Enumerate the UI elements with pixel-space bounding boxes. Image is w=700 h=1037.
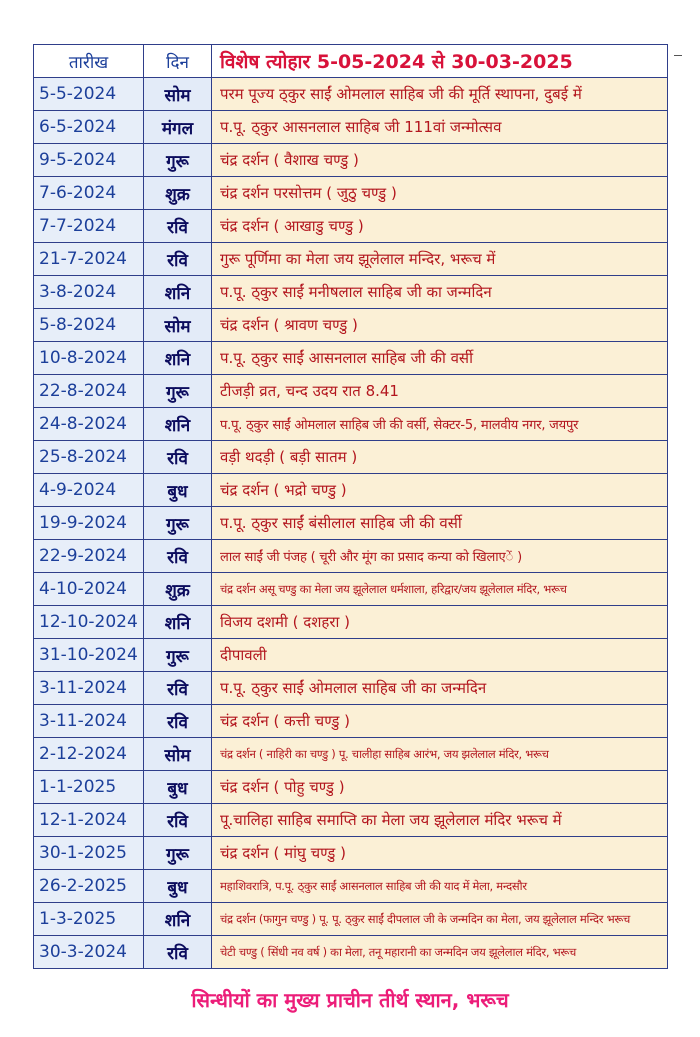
table-header [34, 45, 668, 78]
footer-caption: सिन्धीयों का मुख्य प्राचीन तीर्थ स्थान, भरूच [191, 988, 509, 1012]
row-day: सोम [144, 738, 212, 771]
row-date: 10-8-2024 [34, 342, 144, 375]
row-day: गुरू [144, 144, 212, 177]
row-date: 19-9-2024 [34, 507, 144, 540]
row-event: टीजड़ी व्रत, चन्द उदय रात 8.41 [212, 375, 668, 408]
table-row [34, 177, 668, 210]
row-day: रवि [144, 804, 212, 837]
row-date: 21-7-2024 [34, 243, 144, 276]
row-event: प.पू. ठ्कुर आसनलाल साहिब जी 111वां जन्मोत्सव [212, 111, 668, 144]
row-event: चंद्र दर्शन परसोत्तम ( जुठु चण्डु ) [212, 177, 668, 210]
row-event: चंद्र दर्शन ( मांघु चण्डु ) [212, 837, 668, 870]
row-date: 3-8-2024 [34, 276, 144, 309]
row-day: रवि [144, 210, 212, 243]
row-event: चंद्र दर्शन असू चण्डु का मेला जय झूलेलाल धर्मशाला, हरिद्वार/जय झूलेलाल मंदिर, भरूच [212, 573, 668, 606]
table-row [34, 144, 668, 177]
table-row [34, 375, 668, 408]
row-date: 2-12-2024 [34, 738, 144, 771]
row-date: 3-11-2024 [34, 672, 144, 705]
table-row [34, 276, 668, 309]
table-title: विशेष त्योहार 5-05-2024 से 30-03-2025 [212, 45, 668, 78]
row-day: बुध [144, 474, 212, 507]
row-date: 9-5-2024 [34, 144, 144, 177]
row-date: 5-8-2024 [34, 309, 144, 342]
row-event: प.पू. ठ्कुर साईं मनीषलाल साहिब जी का जन्मदिन [212, 276, 668, 309]
table-row [34, 309, 668, 342]
festival-table [33, 44, 668, 969]
row-date: 12-10-2024 [34, 606, 144, 639]
row-day: गुरू [144, 507, 212, 540]
row-day: गुरू [144, 375, 212, 408]
row-event: चंद्र दर्शन ( पोहु चण्डु ) [212, 771, 668, 804]
row-event: पू.चालिहा साहिब समाप्ति का मेला जय झूलेलाल मंदिर भरूच में [212, 804, 668, 837]
row-day: शनि [144, 606, 212, 639]
row-day: सोम [144, 309, 212, 342]
row-event: चंद्र दर्शन ( नाहिरी का चण्डु ) पू. चालीहा साहिब आरंभ, जय झलेलाल मंदिर, भरूच [212, 738, 668, 771]
table-row [34, 78, 668, 111]
date-column-header: तारीख [34, 45, 144, 78]
row-date: 4-10-2024 [34, 573, 144, 606]
row-date: 1-1-2025 [34, 771, 144, 804]
row-date: 1-3-2025 [34, 903, 144, 936]
row-day: शनि [144, 903, 212, 936]
row-date: 12-1-2024 [34, 804, 144, 837]
table-row [34, 210, 668, 243]
table-row [34, 771, 668, 804]
row-event: प.पू. ठ्कुर साईं आसनलाल साहिब जी की वर्सी [212, 342, 668, 375]
table-row [34, 903, 668, 936]
row-event: चंद्र दर्शन ( भद्रो चण्डु ) [212, 474, 668, 507]
row-date: 3-11-2024 [34, 705, 144, 738]
table-row [34, 672, 668, 705]
table-row [34, 606, 668, 639]
row-event: प.पू. ठ्कुर साईं बंसीलाल साहिब जी की वर्सी [212, 507, 668, 540]
row-date: 7-6-2024 [34, 177, 144, 210]
row-event: परम पूज्य ठ्कुर साईं ओमलाल साहिब जी की मूर्ति स्थापना, दुबई में [212, 78, 668, 111]
row-day: सोम [144, 78, 212, 111]
edge-mark [674, 55, 682, 56]
row-date: 31-10-2024 [34, 639, 144, 672]
table-row [34, 243, 668, 276]
row-day: शनि [144, 342, 212, 375]
row-day: शनि [144, 276, 212, 309]
row-event: विजय दशमी ( दशहरा ) [212, 606, 668, 639]
row-day: शनि [144, 408, 212, 441]
row-event: दीपावली [212, 639, 668, 672]
row-day: बुध [144, 870, 212, 903]
row-event: चंद्र दर्शन ( श्रावण चण्डु ) [212, 309, 668, 342]
row-event: चंद्र दर्शन ( वैशाख चण्डु ) [212, 144, 668, 177]
row-date: 4-9-2024 [34, 474, 144, 507]
table-row [34, 408, 668, 441]
table-row [34, 540, 668, 573]
table-row [34, 342, 668, 375]
row-date: 26-2-2025 [34, 870, 144, 903]
row-date: 30-1-2025 [34, 837, 144, 870]
row-day: शुक्र [144, 177, 212, 210]
table-row [34, 639, 668, 672]
row-event: प.पू. ठ्कुर साईं ओमलाल साहिब जी की वर्सी, सेक्टर-5, मालवीय नगर, जयपुर [212, 408, 668, 441]
row-date: 6-5-2024 [34, 111, 144, 144]
row-event: चंद्र दर्शन ( आखाडु चण्डु ) [212, 210, 668, 243]
table-row [34, 936, 668, 969]
row-date: 22-8-2024 [34, 375, 144, 408]
row-day: गुरू [144, 837, 212, 870]
table-row [34, 111, 668, 144]
row-event: चंद्र दर्शन ( कत्ती चण्डु ) [212, 705, 668, 738]
row-day: शुक्र [144, 573, 212, 606]
row-event: चंद्र दर्शन (फागुन चण्डु ) पू. पू. ठ्कुर साईं दीपलाल जी के जन्मदिन का मेला, जय झूलेलाल मन्दिर भरूच [212, 903, 668, 936]
day-column-header: दिन [144, 45, 212, 78]
row-event: चेटी चण्डु ( सिंधी नव वर्ष ) का मेला, तनू महारानी का जन्मदिन जय झूलेलाल मंदिर, भरूच [212, 936, 668, 969]
table-row [34, 573, 668, 606]
row-day: बुध [144, 771, 212, 804]
table-row [34, 705, 668, 738]
row-date: 22-9-2024 [34, 540, 144, 573]
row-event: वड़ी थदड़ी ( बड़ी सातम ) [212, 441, 668, 474]
row-event: लाल साईं जी पंजह ( चूरी और मूंग का प्रसाद कन्या को खिलाएें ) [212, 540, 668, 573]
row-day: रवि [144, 672, 212, 705]
table-row [34, 738, 668, 771]
row-date: 5-5-2024 [34, 78, 144, 111]
table-row [34, 804, 668, 837]
row-event: महाशिवरात्रि, प.पू. ठ्कुर साईं आसनलाल साहिब जी की याद में मेला, मन्दसौर [212, 870, 668, 903]
row-day: रवि [144, 243, 212, 276]
row-day: रवि [144, 441, 212, 474]
row-day: रवि [144, 936, 212, 969]
row-event: गुरू पूर्णिमा का मेला जय झूलेलाल मन्दिर, भरूच में [212, 243, 668, 276]
row-date: 24-8-2024 [34, 408, 144, 441]
row-date: 7-7-2024 [34, 210, 144, 243]
table-row [34, 870, 668, 903]
row-date: 30-3-2024 [34, 936, 144, 969]
row-date: 25-8-2024 [34, 441, 144, 474]
row-day: मंगल [144, 111, 212, 144]
row-event: प.पू. ठ्कुर साईं ओमलाल साहिब जी का जन्मदिन [212, 672, 668, 705]
row-day: रवि [144, 540, 212, 573]
row-day: गुरू [144, 639, 212, 672]
row-day: रवि [144, 705, 212, 738]
table-row [34, 474, 668, 507]
table-row [34, 507, 668, 540]
table-row [34, 441, 668, 474]
table-row [34, 837, 668, 870]
